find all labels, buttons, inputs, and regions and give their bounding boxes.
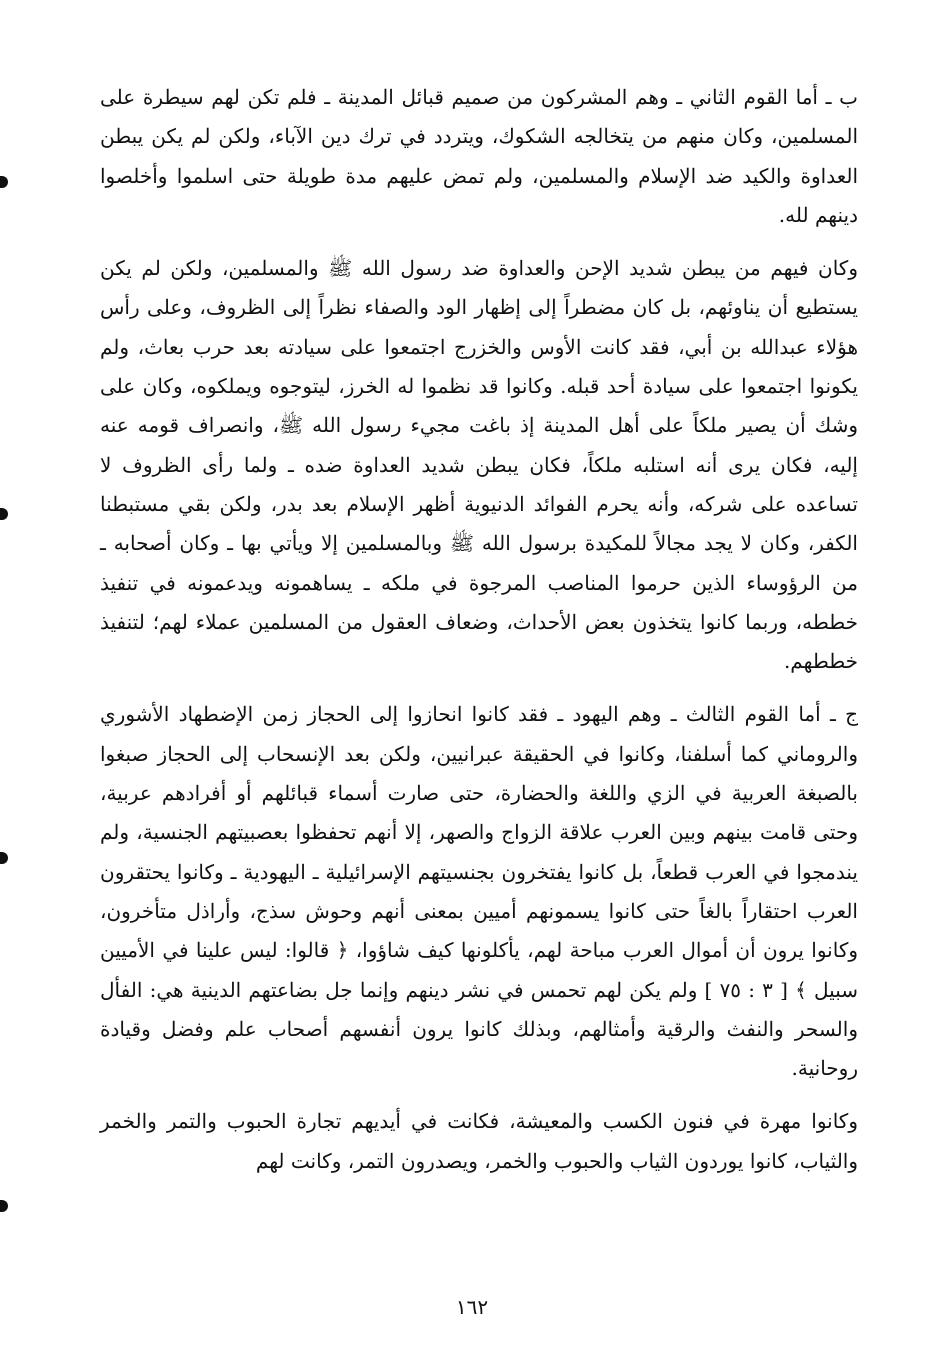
scan-edge-mark	[0, 176, 8, 188]
page-number: ١٦٢	[455, 1295, 489, 1319]
scan-edge-mark	[0, 1200, 8, 1212]
paragraph-jews: ج ـ أما القوم الثالث ـ وهم اليهود ـ فقد كانوا انحازوا إلى الحجاز زمن الإضطهاد الأشوري والروماني كما أسلفنا، وكانوا في الحقيقة عبرانيين، ولكن بعد الإنسحاب إلى الحجاز صبغوا بالصبغة العربية في الزي واللغة والحضارة، حتى صارت أسماء قبائلهم أو أفرادهم عربية، وحتى قامت بينهم وبين العرب علاقة الزواج والصهر، إلا أنهم تحفظوا بعصبيتهم الجنسية، ولم يندمجوا في العرب قطعاً، بل كانوا يفتخرون بجنسيتهم الإسرائيلية ـ اليهودية ـ وكانوا يحتقرون العرب احتقاراً بالغاً حتى كانوا يسمونهم أميين بمعنى أنهم وحوش سذج، وأراذل متأخرون، وكانوا يرون أن أموال العرب مباحة لهم، يأكلونها كيف شاؤوا، ﴿ قالوا: ليس علينا في الأميين سبيل ﴾ [ ٣ : ٧٥ ] ولم يكن لهم تحمس في نشر دينهم وإنما جل بضاعتهم الدينية هي: الفأل والسحر والنفث والرقية وأمثالهم، وبذلك كانوا يرون أنفسهم أصحاب علم وفضل وقيادة روحانية.	[100, 702, 858, 1081]
paragraph-hypocrites: وكان فيهم من يبطن شديد الإحن والعداوة ضد رسول الله ﷺ والمسلمين، ولكن لم يكن يستطيع أن يناوئهم، بل كان مضطراً إلى إظهار الود والصفاء نظراً إلى الظروف، وعلى رأس هؤلاء عبدالله بن أبي، فقد كانت الأوس والخزرج اجتمعوا على سيادته بعد حرب بعاث، ولم يكونوا اجتمعوا على سيادة أحد قبله. وكانوا قد نظموا له الخرز، ليتوجوه ويملكوه، وكان على وشك أن يصير ملكاً على أهل المدينة إذ باغت مجيء رسول الله ﷺ، وانصراف قومه عنه إليه، فكان يرى أنه استلبه ملكاً، فكان يبطن شديد العداوة ضده ـ ولما رأى الظروف لا تساعده على شركه، وأنه يحرم الفوائد الدنيوية أظهر الإسلام بعد بدر، ولكن بقي مستبطنا الكفر، وكان لا يجد مجالاً للمكيدة برسول الله ﷺ وبالمسلمين إلا ويأتي بها ـ وكان أصحابه ـ من الرؤوساء الذين حرموا المناصب المرجوة في ملكه ـ يساهمونه ويدعمونه في تنفيذ خططه، وربما كانوا يتخذون بعض الأحداث، وضعاف العقول من المسلمين عملاء لهم؛ لتنفيذ خططهم.	[100, 256, 858, 674]
body-text	[100, 78, 858, 1181]
scan-edge-mark	[0, 508, 8, 520]
scan-edge-mark	[0, 852, 8, 864]
paragraph-trade: وكانوا مهرة في فنون الكسب والمعيشة، فكانت في أيديهم تجارة الحبوب والتمر والخمر والثياب، كانوا يوردون الثياب والحبوب والخمر، ويصدرون التمر، وكانت لهم	[100, 1109, 858, 1173]
paragraph-polytheists: ب ـ أما القوم الثاني ـ وهم المشركون من صميم قبائل المدينة ـ فلم تكن لهم سيطرة على المسلمين، وكان منهم من يتخالجه الشكوك، ويتردد في ترك دين الآباء، ولكن لم يكن يبطن العداوة والكيد ضد الإسلام والمسلمين، ولم تمض عليهم مدة طويلة حتى اسلموا وأخلصوا دينهم لله.	[100, 85, 858, 227]
